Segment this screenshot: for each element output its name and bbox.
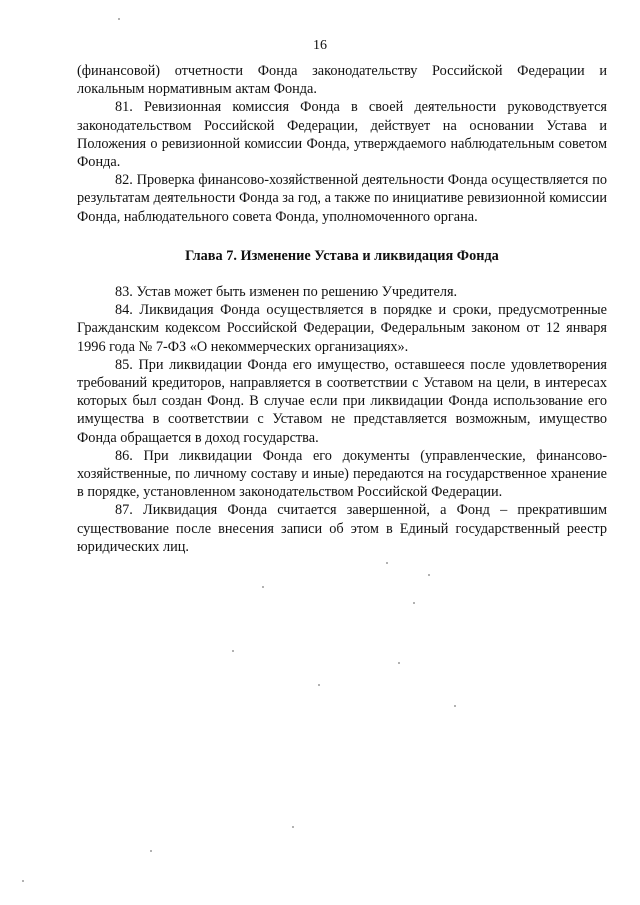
paragraph-85: 85. При ликвидации Фонда его имущество, оставшееся после удовлетворения требований кредиторов, направляется в соответствии с Уставом на цели, в интересах которых был создан Фонд. В случае если при ликвидации Фонда использование его имущества в соответствии с Уставом не представляется возможным, имущество Фонда обращается в доход государства. [77,356,607,446]
scan-speck [413,602,415,604]
scan-speck [386,562,388,564]
document-body [77,62,607,556]
page-number: 16 [313,38,327,53]
paragraph-84: 84. Ликвидация Фонда осуществляется в порядке и сроки, предусмотренные Гражданским кодексом Российской Федерации, Федеральным законом от 12 января 1996 года № 7-ФЗ «О некоммерческих организациях». [77,302,607,355]
scan-speck [292,826,294,828]
scan-speck [454,705,456,707]
scan-speck [118,18,120,20]
scan-speck [398,662,400,664]
scan-speck [22,880,24,882]
chapter-heading: Глава 7. Изменение Устава и ликвидация Фонда [185,247,499,264]
paragraph-80-continuation: (финансовой) отчетности Фонда законодательству Российской Федерации и локальным нормативным актам Фонда. [77,63,607,98]
paragraph-87: 87. Ликвидация Фонда считается завершенной, а Фонд – прекратившим существование после внесения записи об этом в Единый государственный реестр юридических лиц. [77,502,607,555]
paragraph-81: 81. Ревизионная комиссия Фонда в своей деятельности руководствуется законодательством Российской Федерации, действует на основании Устава и Положения о ревизионной комиссии Фонда, утверждаемого наблюдательным советом Фонда. [77,99,607,171]
scan-speck [150,850,152,852]
paragraph-83: 83. Устав может быть изменен по решению Учредителя. [115,284,458,301]
scan-speck [232,650,234,652]
scan-speck [318,684,320,686]
paragraph-86: 86. При ликвидации Фонда его документы (управленческие, финансово-хозяйственные, по личному составу и иные) передаются на государственное хранение в порядке, установленном законодательством Российской Федерации. [77,447,607,501]
paragraph-82: 82. Проверка финансово-хозяйственной деятельности Фонда осуществляется по результатам деятельности Фонда за год, а также по инициативе ревизионной комиссии Фонда, наблюдательного совета Фонда, уполномоченного органа. [77,172,607,225]
scan-speck [428,574,430,576]
scan-speck [262,586,264,588]
